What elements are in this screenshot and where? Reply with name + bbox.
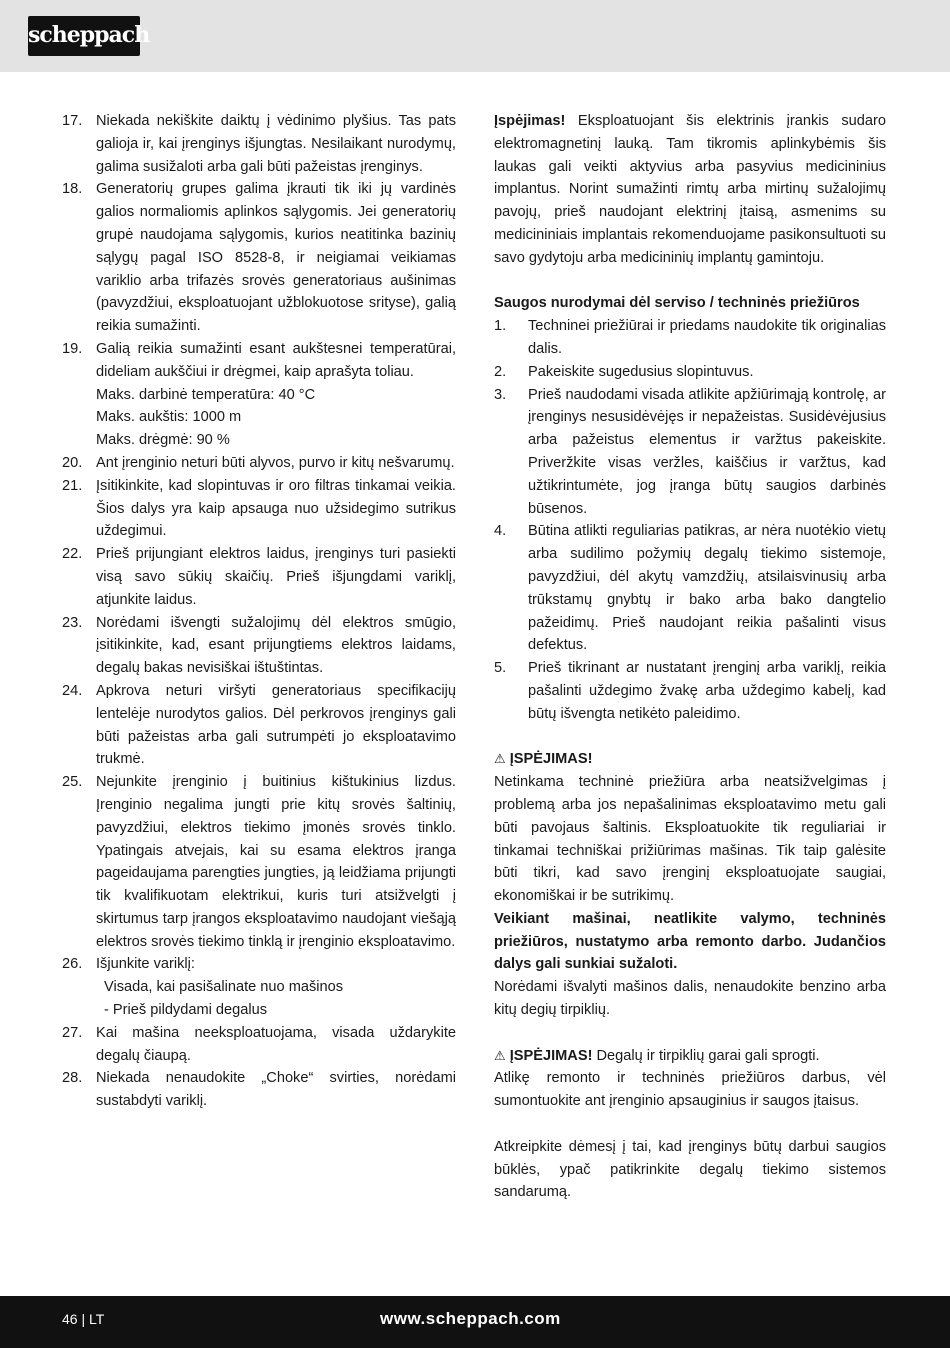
page-number: 46 | LT (62, 1311, 105, 1327)
item-text-main: Generatorių grupes galima įkrauti tik iki jų vardinės galios normaliomis aplinkos sąlygomis. Jei generatorių grupė naudojama sąlygomis, kurios neatitinka bazinių sąlygų pagal ISO 8528-8, ir neigiamai veikiamas variklio arba trifazės srovės generatoriaus aušinimas (pavyzdžiui, eksploatuojant užblokuotose srityse), galią reikia sumažinti. (96, 181, 456, 335)
item-text (96, 953, 456, 1021)
item-number: 4. (494, 523, 507, 540)
item-text-main: Pakeiskite sugedusius slopintuvus. (528, 363, 754, 380)
emf-warning-text: Eksploatuojant šis elektrinis įrankis sudaro elektromagnetinį lauką. Tam tikromis aplinkybėmis šis laukas gali veikti aktyvius arba pasyvius medicininius implantus. Norint sumažinti rimtų arba mirtinų sužalojimų pavojų, prieš naudojant elektrinį įtaisą, asmenims su medicininiais implantais rekomenduojame pasikonsultuoti su savo gydytoju arba medicininių implantų gamintoju. (494, 113, 886, 266)
item-text-main: Išjunkite variklį: (96, 956, 195, 973)
item-text (96, 612, 456, 680)
list-item (494, 315, 886, 361)
warning-3 (494, 1045, 886, 1068)
item-text (96, 1067, 456, 1113)
item-text-main: Niekada nenaudokite „Choke“ svirties, norėdami sustabdyti variklį. (96, 1070, 456, 1110)
warning-triangle-icon: ⚠ (494, 1047, 506, 1063)
item-number: 1. (494, 318, 507, 335)
item-text (96, 110, 456, 178)
list-item (62, 452, 456, 475)
right-column (494, 110, 886, 1204)
item-text (96, 771, 456, 953)
warning-2-title (494, 748, 886, 771)
item-text-main: Įsitikinkite, kad slopintuvas ir oro filtras tinkamai veikia. Šios dalys yra kaip apsauga nuo užsidegimo sutrikus uždegimui. (96, 477, 456, 540)
service-heading (494, 292, 886, 315)
item-text (96, 680, 456, 771)
final-note: Atkreipkite dėmesį į tai, kad įrenginys būtų darbui saugios būklės, ypač patikrinkite degalų tiekimo sistemos sandarumą. (494, 1138, 886, 1201)
item-text (96, 543, 456, 611)
warning-2-bold-text: Veikiant mašinai, neatlikite valymo, techninės priežiūros, nustatymo arba remonto darbo. Judančios dalys gali sunkiai sužaloti. (494, 910, 886, 973)
item-sub-line: - Prieš pildydami degalus (104, 1002, 268, 1019)
list-item (62, 178, 456, 338)
item-text (96, 452, 456, 475)
item-text (96, 1022, 456, 1068)
item-text (528, 361, 886, 384)
item-text-main: Niekada nekiškite daiktų į vėdinimo plyšius. Tas pats galioja ir, kai įrenginys išjungtas. Nesilaikant nurodymų, galima susižaloti arba gali būti pažeistas įrenginys. (96, 113, 456, 175)
item-number: 24. (62, 682, 83, 699)
list-item (494, 657, 886, 725)
item-number: 22. (62, 546, 83, 563)
item-number: 19. (62, 340, 83, 357)
safety-list (62, 110, 456, 1113)
item-text-main: Ant įrenginio neturi būti alyvos, purvo ir kitų nešvarumų. (96, 454, 455, 471)
warning-triangle-icon: ⚠ (494, 751, 506, 767)
item-number: 21. (62, 477, 83, 494)
list-item (62, 1067, 456, 1113)
item-text-main: Prieš naudodami visada atlikite apžiūrimąją kontrolę, ar įrenginys nesusidėvėjęs ir nepažeistas. Susidėvėjusius arba pažeistus elementus ir varžtus pakeiskite. Priveržkite visas veržles, kaiščius ir varžtus, kad užtikrintumėte, jog įranga būtų saugios darbinės būsenos. (528, 386, 886, 517)
list-item (62, 680, 456, 771)
warning-2-text: Netinkama techninė priežiūra arba neatsižvelgimas į problemą arba jos nepašalinimas eksploatavimo metu gali būti pavojaus šaltinis. Eksploatuokite tik reguliariai ir tinkamai techniškai prižiūrimas mašinas. Tik taip galėsite būti tikri, kad savo įrenginį eksploatuojate saugiai, ekonomiškai ir be sutrikimų. (494, 774, 886, 905)
item-text-main: Galią reikia sumažinti esant aukštesnei temperatūrai, dideliam aukščiui ir drėgmei, kaip aprašyta toliau. (96, 340, 456, 380)
scheppach-logo: scheppach (28, 16, 140, 56)
item-number: 26. (62, 956, 83, 973)
warning-2-bold (494, 908, 886, 976)
emf-warning-label: Įspėjimas! (494, 113, 566, 129)
item-text (96, 475, 456, 543)
item-text-main: Prieš tikrinant ar nustatant įrenginį arba variklį, reikia pašalinti uždegimo žvakę arba uždegimo kabelį, kad būtų išvengta netikėto paleidimo. (528, 660, 886, 722)
item-text (528, 384, 886, 521)
item-text (528, 315, 886, 361)
page-footer (0, 1296, 950, 1348)
item-sub-line: Visada, kai pasišalinate nuo mašinos (104, 979, 344, 996)
item-number: 17. (62, 113, 83, 129)
list-item (494, 384, 886, 521)
item-number: 20. (62, 454, 83, 471)
item-text-main: Nejunkite įrenginio į buitinius kištukinius lizdus. Įrenginio negalima jungti prie kitų srovės šaltinių, pavyzdžiui, elektros tiekimo įmonės srovės tinklo. Ypatingais atvejais, kai su esama elektros įranga pageidaujama parengties jungties, ją leidžiama prijungti tik kvalifikuotam elektrikui, kuris turi atsižvelgti į skirtumus tarp įrangos eksploatavimo naudojant viešąją elektros srovės tiekimo tinklą ir įrenginio eksploatavimo. (96, 774, 456, 950)
item-number: 3. (494, 386, 507, 403)
item-text (528, 657, 886, 725)
website-link[interactable]: www.scheppach.com (380, 1309, 561, 1328)
item-text-main: Techninei priežiūrai ir priedams naudokite tik originalias dalis. (528, 318, 886, 357)
list-item (62, 771, 456, 953)
item-text (528, 520, 886, 657)
service-heading-text: Saugos nurodymai dėl serviso / techninės priežiūros (494, 295, 860, 312)
item-text-main: Prieš prijungiant elektros laidus, įrenginys turi pasiekti visą savo sūkių skaičių. Prieš išjungdami variklį, atjunkite laidus. (96, 546, 456, 608)
left-column (62, 110, 456, 1113)
item-text-main: Būtina atlikti reguliarias patikras, ar nėra nuotėkio vietų arba sudilimo požymių degalų tiekimo sistemoje, pavyzdžiui, dėl akytų vamzdžių, atsilaisvinusių arba trūkstamų gnybtų ir bako arba bako dangtelio pažeidimų. Prieš naudojant reikia pašalinti visus defektus. (528, 523, 886, 654)
list-item (62, 543, 456, 611)
warning-2-label: ĮSPĖJIMAS! (509, 751, 593, 768)
item-number: 27. (62, 1024, 83, 1041)
item-number: 23. (62, 614, 83, 631)
warning-3-text: Degalų ir tirpiklių garai gali sprogti. (592, 1047, 820, 1064)
item-text (96, 338, 456, 452)
list-item (62, 475, 456, 543)
item-number: 2. (494, 363, 507, 380)
list-item (62, 1022, 456, 1068)
list-item (494, 520, 886, 657)
item-number: 25. (62, 774, 83, 791)
service-list (494, 315, 886, 725)
page-header (0, 0, 950, 72)
item-text-main: Apkrova neturi viršyti generatoriaus specifikacijų lentelėje nurodytos galios. Dėl perkrovos įrenginys gali būti pažeistas arba gali sutrumpėti jo eksploatavimo trukmė. (96, 682, 456, 768)
item-text-main: Kai mašina neeksploatuojama, visada uždarykite degalų čiaupą. (96, 1024, 456, 1064)
list-item (494, 361, 886, 384)
item-number: 5. (494, 660, 507, 677)
list-item (62, 338, 456, 452)
item-number: 18. (62, 181, 83, 198)
item-sub-line: Maks. drėgmė: 90 % (96, 432, 230, 449)
item-number: 28. (62, 1070, 83, 1087)
emf-warning (494, 110, 886, 270)
warning-3-label: ĮSPĖJIMAS! (509, 1047, 593, 1064)
list-item (62, 612, 456, 680)
item-sub-line: Maks. darbinė temperatūra: 40 °C (96, 386, 316, 403)
item-text-main: Norėdami išvengti sužalojimų dėl elektros smūgio, įsitikinkite, kad, esant prijungtiems elektros laidams, degalų bakas nevisiškai ištuštintas. (96, 614, 456, 677)
item-text (96, 178, 456, 338)
item-sub-line: Maks. aukštis: 1000 m (96, 409, 242, 426)
warning-2-text-2: Norėdami išvalyti mašinos dalis, nenaudokite benzino arba kitų degių tirpiklių. (494, 979, 886, 1019)
list-item (62, 953, 456, 1021)
warning-3-text-2: Atlikę remonto ir techninės priežiūros darbus, vėl sumontuokite ant įrenginio apsauginius ir saugos įtaisus. (494, 1070, 886, 1110)
list-item (62, 110, 456, 178)
